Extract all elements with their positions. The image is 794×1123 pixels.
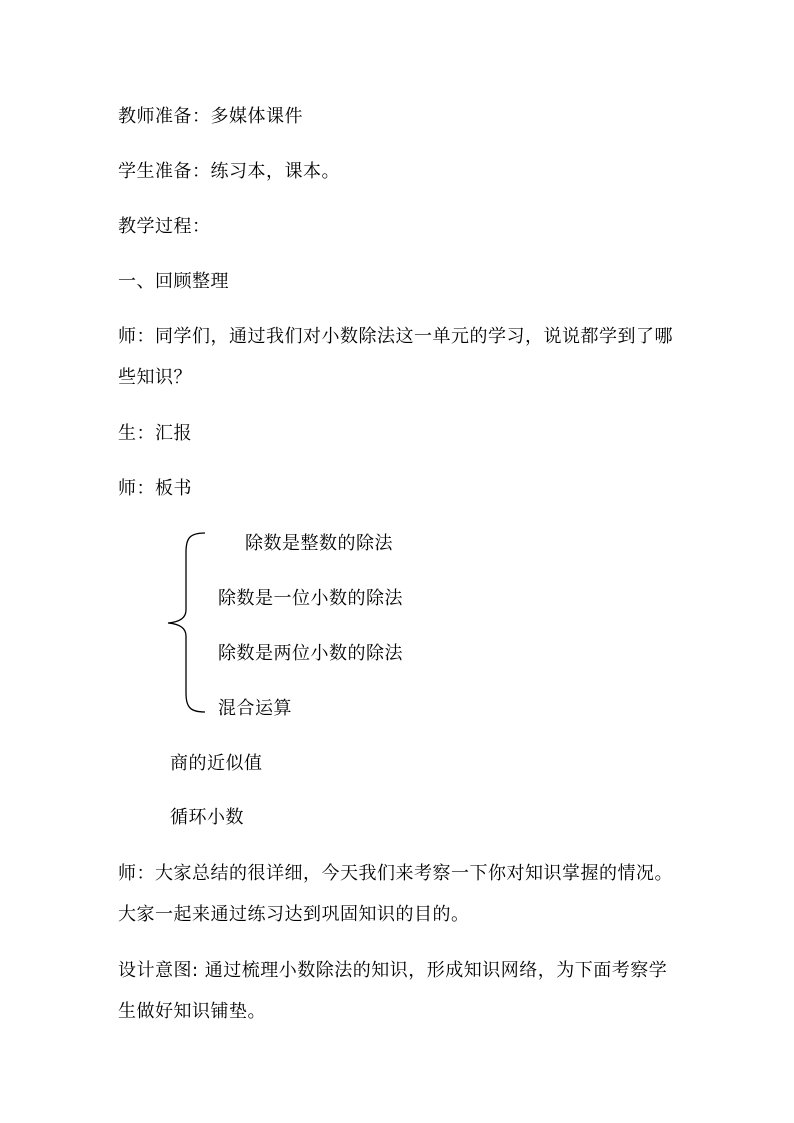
board-item-one-decimal-divisor: 除数是一位小数的除法 bbox=[218, 588, 403, 609]
board-item-two-decimal-divisor: 除数是两位小数的除法 bbox=[218, 643, 403, 664]
teacher-prep-line: 教师准备：多媒体课件 bbox=[118, 106, 303, 127]
curly-brace-icon bbox=[160, 530, 210, 715]
student-report-line: 生：汇报 bbox=[118, 423, 192, 444]
board-item-approximate-quotient: 商的近似值 bbox=[170, 753, 263, 774]
design-intent-line-2: 生做好知识铺垫。 bbox=[118, 1001, 266, 1022]
teacher-summary-line-2: 大家一起来通过练习达到巩固知识的目的。 bbox=[118, 904, 470, 925]
teacher-question-line-2: 些知识？ bbox=[118, 367, 192, 388]
board-item-repeating-decimal: 循环小数 bbox=[170, 807, 244, 828]
teacher-summary-line-1: 师：大家总结的很详细，今天我们来考察一下你对知识掌握的情况。 bbox=[118, 863, 673, 884]
design-intent-line-1: 设计意图: 通过梳理小数除法的知识，形成知识网络，为下面考察学 bbox=[118, 960, 668, 981]
section-heading-review: 一、回顾整理 bbox=[118, 271, 229, 292]
teacher-question-line-1: 师：同学们，通过我们对小数除法这一单元的学习，说说都学到了哪 bbox=[118, 326, 673, 347]
student-prep-line: 学生准备：练习本，课本。 bbox=[118, 161, 340, 182]
process-title: 教学过程： bbox=[118, 216, 211, 237]
board-item-mixed-operations: 混合运算 bbox=[218, 698, 292, 719]
board-item-integer-divisor: 除数是整数的除法 bbox=[245, 533, 393, 554]
teacher-board-line: 师：板书 bbox=[118, 478, 192, 499]
